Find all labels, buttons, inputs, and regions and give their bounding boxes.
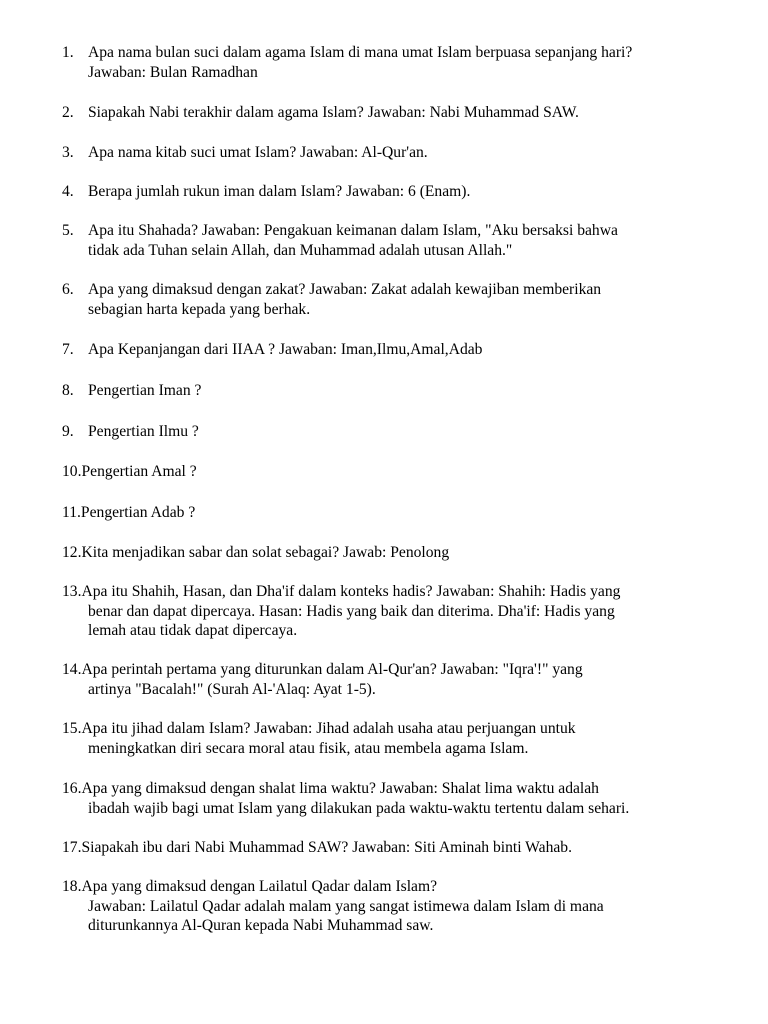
question-text-line: Apa nama bulan suci dalam agama Islam di mana umat Islam berpuasa sepanjang hari?: [88, 44, 633, 61]
question-text-line: sebagian harta kepada yang berhak.: [88, 300, 311, 318]
question-number: 7.: [62, 341, 74, 358]
question-number: 2.: [62, 104, 74, 121]
question-text-line: Pengertian Ilmu ?: [88, 423, 199, 440]
question-number: 13.: [62, 583, 82, 600]
question-text-line: Pengertian Iman ?: [88, 382, 202, 399]
question-number: 18.: [62, 878, 82, 895]
question-text-line: Berapa jumlah rukun iman dalam Islam? Jawaban: 6 (Enam).: [88, 183, 471, 200]
question-number: 16.: [62, 780, 82, 797]
question-text-line: Apa perintah pertama yang diturunkan dalam Al-Qur'an? Jawaban: "Iqra'!" yang: [81, 661, 583, 678]
question-number: 9.: [62, 423, 74, 440]
question-text-line: Apa itu jihad dalam Islam? Jawaban: Jihad adalah usaha atau perjuangan untuk: [81, 720, 576, 737]
question-text-line: diturunkannya Al-Quran kepada Nabi Muhammad saw.: [88, 917, 434, 934]
question-text-line: benar dan dapat dipercaya. Hasan: Hadis yang baik dan diterima. Dha'if: Hadis yang: [88, 602, 615, 620]
question-number: 8.: [62, 382, 74, 399]
question-number: 17.: [62, 839, 82, 856]
question-text-line: Kita menjadikan sabar dan solat sebagai? Jawab: Penolong: [81, 544, 450, 561]
question-number: 1.: [62, 44, 74, 61]
question-number: 3.: [62, 144, 74, 161]
question-text-line: Apa Kepanjangan dari IIAA ? Jawaban: Iman,Ilmu,Amal,Adab: [88, 341, 483, 358]
question-text-line: Apa itu Shahada? Jawaban: Pengakuan keimanan dalam Islam, "Aku bersaksi bahwa: [88, 222, 618, 239]
question-number: 5.: [62, 222, 74, 239]
question-text-line: ibadah wajib bagi umat Islam yang dilakukan pada waktu-waktu tertentu dalam sehari.: [88, 799, 630, 817]
question-text-line: Apa yang dimaksud dengan zakat? Jawaban: Zakat adalah kewajiban memberikan: [88, 281, 602, 298]
question-text-line: meningkatkan diri secara moral atau fisik, atau membela agama Islam.: [88, 739, 529, 757]
question-text-line: Apa yang dimaksud dengan shalat lima waktu? Jawaban: Shalat lima waktu adalah: [81, 780, 599, 797]
question-text-line: Apa itu Shahih, Hasan, dan Dha'if dalam konteks hadis? Jawaban: Shahih: Hadis yang: [81, 583, 621, 600]
question-number: 4.: [62, 183, 74, 200]
question-text-line: lemah atau tidak dapat dipercaya.: [88, 622, 298, 639]
question-text-line: tidak ada Tuhan selain Allah, dan Muhammad adalah utusan Allah.": [88, 241, 513, 259]
question-text-line: Pengertian Amal ?: [81, 463, 197, 480]
question-text-line: Apa nama kitab suci umat Islam? Jawaban: Al-Qur'an.: [88, 144, 428, 161]
question-number: 11.: [62, 504, 81, 521]
question-text-line: Jawaban: Bulan Ramadhan: [88, 63, 258, 81]
question-number: 10.: [62, 463, 82, 480]
question-text-line: artinya "Bacalah!" (Surah Al-'Alaq: Ayat 1-5).: [88, 680, 376, 698]
question-text-line: Siapakah ibu dari Nabi Muhammad SAW? Jawaban: Siti Aminah binti Wahab.: [81, 839, 572, 856]
question-number: 15.: [62, 720, 82, 737]
question-number: 14.: [62, 661, 82, 678]
question-number: 6.: [62, 281, 74, 298]
question-text-line: Apa yang dimaksud dengan Lailatul Qadar dalam Islam?: [81, 878, 438, 895]
question-number: 12.: [62, 544, 82, 561]
question-text-line: Siapakah Nabi terakhir dalam agama Islam? Jawaban: Nabi Muhammad SAW.: [88, 104, 579, 121]
question-text-line: Pengertian Adab ?: [80, 504, 196, 521]
question-text-line: Jawaban: Lailatul Qadar adalah malam yang sangat istimewa dalam Islam di mana: [88, 897, 604, 915]
